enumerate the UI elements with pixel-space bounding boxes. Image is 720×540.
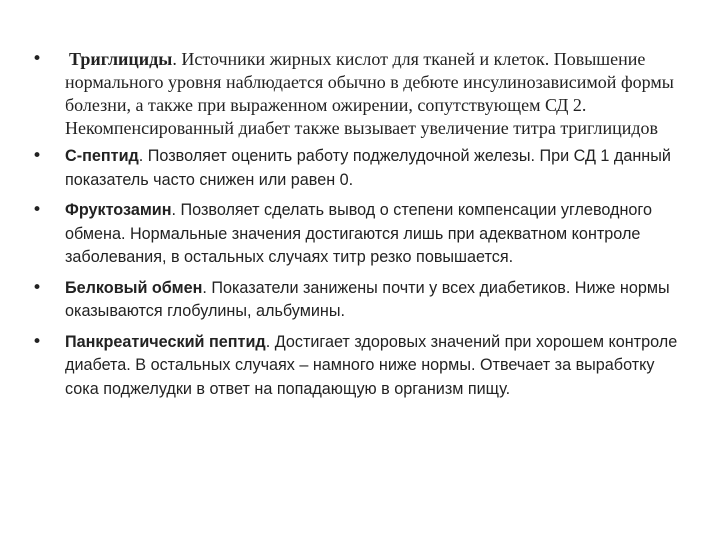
bullet-text: . Позволяет сделать вывод о степени компенсации углеводного обмена. Нормальные значения достигаются лишь при адекватном контроле заболевания, в остальных случаях титр резко повышается.	[65, 201, 652, 266]
bullet-term: Фруктозамин	[65, 201, 172, 219]
bullet-term: Белковый обмен	[65, 278, 203, 297]
bullet-text: . Достигает здоровых значений при хорошем контроле диабета. В остальных случаях – намного ниже нормы. Отвечает за выработку сока поджелудки в ответ на попадающую в организм пищу.	[65, 332, 678, 398]
bullet-item-fructosamine	[32, 199, 692, 270]
bullet-text: . Показатели занижены почти у всех диабетиков. Ниже нормы оказываются глобулины, альбумины.	[65, 278, 670, 320]
bullet-dot-icon: •	[32, 331, 43, 352]
bullet-term: Панкреатический пептид	[65, 332, 266, 351]
bullet-dot-icon: •	[32, 200, 43, 220]
bullet-text: . Источники жирных кислот для тканей и клеток. Повышение нормального уровня наблюдается обычно в дебюте инсулинозависимой формы болезни, а также при выраженном ожирении, сопутствующем СД 2. Некомпенсированный диабет также вызывает увеличение титра триглицидов	[65, 49, 674, 138]
bullet-item-protein-metabolism	[32, 277, 692, 324]
bullet-item-pancreatic-peptide	[32, 331, 692, 402]
bullet-dot-icon: •	[32, 49, 43, 69]
bullet-list	[32, 48, 692, 408]
bullet-term: Триглициды	[69, 49, 173, 69]
bullet-term: С-пептид	[65, 147, 139, 165]
bullet-dot-icon: •	[32, 146, 43, 166]
bullet-item-triglycerides	[32, 48, 692, 140]
bullet-dot-icon: •	[32, 277, 43, 298]
bullet-text: . Позволяет оценить работу поджелудочной железы. При СД 1 данный показатель часто снижен или равен 0.	[65, 147, 671, 189]
bullet-item-c-peptide	[32, 145, 692, 192]
